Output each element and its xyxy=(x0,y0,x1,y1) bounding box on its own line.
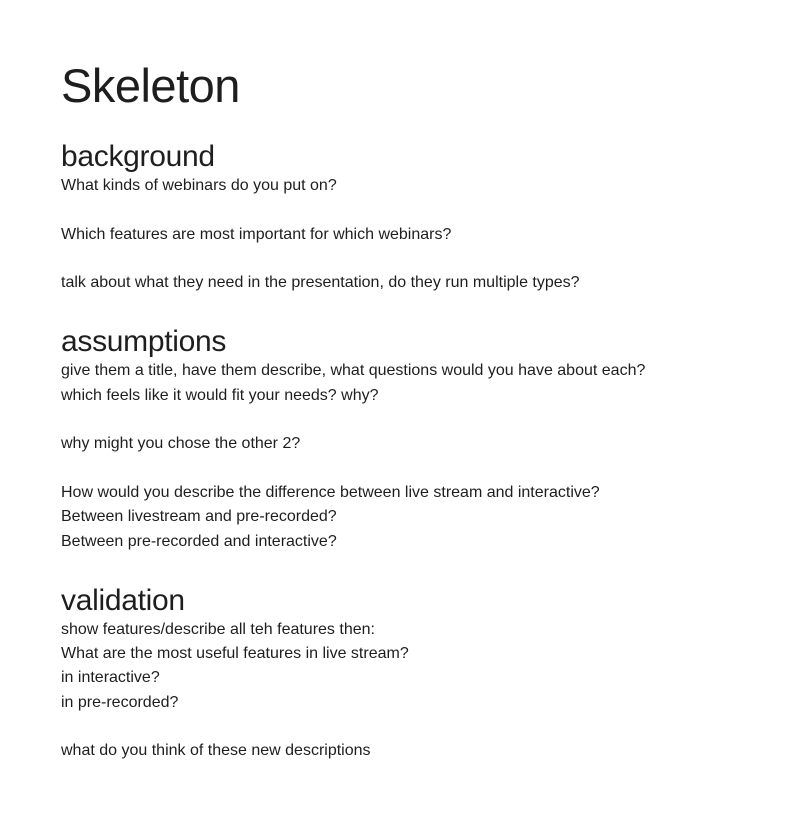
text-line: Which features are most important for which webinars? xyxy=(61,225,452,243)
blank-line xyxy=(61,408,761,432)
section-body xyxy=(61,618,761,764)
text-line: What are the most useful features in live stream? xyxy=(61,645,409,663)
text-line: which feels like it would fit your needs? why? xyxy=(61,386,379,404)
section-background xyxy=(61,140,761,295)
blank-line xyxy=(61,198,761,222)
text-line: talk about what they need in the presentation, do they run multiple types? xyxy=(61,274,580,292)
text-line: in interactive? xyxy=(61,669,160,687)
section-heading: assumptions xyxy=(61,325,227,359)
section-assumptions xyxy=(61,325,761,553)
blank-line xyxy=(61,715,761,739)
blank-line xyxy=(61,457,761,481)
document-title: Skeleton xyxy=(61,59,240,112)
section-validation xyxy=(61,584,761,764)
text-line: give them a title, have them describe, what questions would you have about each? xyxy=(61,362,646,380)
text-line: show features/describe all teh features then: xyxy=(61,620,375,638)
section-heading: validation xyxy=(61,583,185,617)
text-line: How would you describe the difference between live stream and interactive? xyxy=(61,483,600,501)
text-line: What kinds of webinars do you put on? xyxy=(61,177,337,194)
text-line: in pre-recorded? xyxy=(61,693,179,711)
text-line: Between pre-recorded and interactive? xyxy=(61,532,337,550)
document xyxy=(61,56,761,764)
text-line: why might you chose the other 2? xyxy=(61,435,301,453)
sections-container xyxy=(61,140,761,764)
section-heading: background xyxy=(61,140,215,173)
blank-line xyxy=(61,247,761,271)
text-line: what do you think of these new descriptions xyxy=(61,742,371,760)
section-body xyxy=(61,359,761,553)
section-body xyxy=(61,174,761,295)
text-line: Between livestream and pre-recorded? xyxy=(61,508,337,526)
